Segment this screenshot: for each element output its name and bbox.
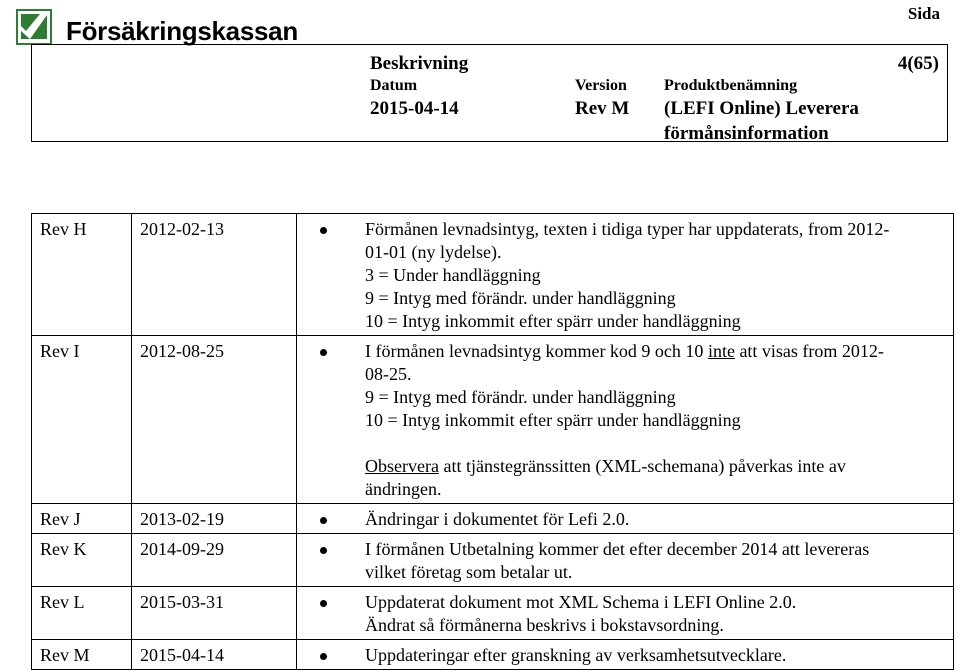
change-line: 01-01 (ny lydelse). — [365, 242, 502, 262]
date-cell: 2015-04-14 — [132, 640, 297, 670]
change-line: 10 = Intyg inkommit efter spärr under handläggning — [365, 410, 741, 430]
change-cell — [297, 640, 954, 670]
list-item — [305, 538, 947, 584]
datum-value: 2015-04-14 — [370, 98, 459, 119]
table-row — [32, 504, 954, 534]
date-cell: 2012-08-25 — [132, 336, 297, 504]
logo-text: Försäkringskassan — [66, 16, 298, 46]
bullet-icon — [305, 538, 365, 584]
change-cell — [297, 336, 954, 504]
note-line: Observera att tjänstegränssitten (XML-schemana) påverkas inte av — [365, 456, 846, 476]
change-line: 9 = Intyg med förändr. under handläggning — [365, 288, 676, 308]
change-cell — [297, 534, 954, 587]
list-item — [305, 591, 947, 637]
change-cell — [297, 504, 954, 534]
date-cell: 2014-09-29 — [132, 534, 297, 587]
change-line: Uppdateringar efter granskning av verksamhetsutvecklare. — [365, 645, 787, 665]
bullet-icon — [305, 340, 365, 501]
date-cell: 2012-02-13 — [132, 214, 297, 336]
rev-cell: Rev M — [32, 640, 132, 670]
change-line: 08-25. — [365, 364, 412, 384]
bullet-icon — [305, 591, 365, 637]
rev-cell: Rev K — [32, 534, 132, 587]
table-row — [32, 587, 954, 640]
bullet-icon — [305, 218, 365, 333]
list-item — [305, 340, 947, 501]
document-header — [31, 44, 948, 142]
version-value: Rev M — [575, 98, 630, 119]
change-line: 3 = Under handläggning — [365, 265, 541, 285]
table-row — [32, 534, 954, 587]
rev-cell: Rev I — [32, 336, 132, 504]
change-line: vilket företag som betalar ut. — [365, 562, 573, 582]
doc-title: Beskrivning — [370, 53, 469, 74]
list-item — [305, 218, 947, 333]
rev-cell: Rev L — [32, 587, 132, 640]
produkt-value — [664, 96, 859, 146]
date-cell: 2013-02-19 — [132, 504, 297, 534]
revision-table — [31, 213, 954, 670]
table-row — [32, 336, 954, 504]
note-line: ändringen. — [365, 479, 442, 499]
rev-cell: Rev J — [32, 504, 132, 534]
produkt-value-line-1: (LEFI Online) Leverera — [664, 98, 859, 119]
company-logo — [16, 6, 298, 47]
produkt-value-line-2: förmånsinformation — [664, 123, 829, 144]
bullet-icon — [305, 508, 365, 531]
forsakringskassan-logo-icon — [16, 9, 52, 45]
rev-cell: Rev H — [32, 214, 132, 336]
change-line: 10 = Intyg inkommit efter spärr under handläggning — [365, 311, 741, 331]
sida-label: Sida — [907, 4, 940, 23]
list-item — [305, 508, 947, 531]
page-number: 4(65) — [897, 53, 939, 74]
change-line: Ändringar i dokumentet för Lefi 2.0. — [365, 509, 630, 529]
produkt-label: Produktbenämning — [664, 77, 798, 94]
version-label: Version — [575, 77, 627, 94]
change-cell — [297, 587, 954, 640]
change-line: I förmånen Utbetalning kommer det efter december 2014 att levereras — [365, 539, 870, 559]
change-line: 9 = Intyg med förändr. under handläggning — [365, 387, 676, 407]
change-line: Förmånen levnadsintyg, texten i tidiga typer har uppdaterats, from 2012- — [365, 219, 890, 239]
change-line: Ändrat så förmånerna beskrivs i bokstavsordning. — [365, 615, 724, 635]
table-row — [32, 640, 954, 670]
change-cell — [297, 214, 954, 336]
change-line: Uppdaterat dokument mot XML Schema i LEFI Online 2.0. — [365, 592, 797, 612]
datum-label: Datum — [370, 77, 418, 94]
change-line: I förmånen levnadsintyg kommer kod 9 och 10 inte att visas from 2012- — [365, 341, 884, 361]
table-row — [32, 214, 954, 336]
date-cell: 2015-03-31 — [132, 587, 297, 640]
bullet-icon — [305, 644, 365, 667]
list-item — [305, 644, 947, 667]
